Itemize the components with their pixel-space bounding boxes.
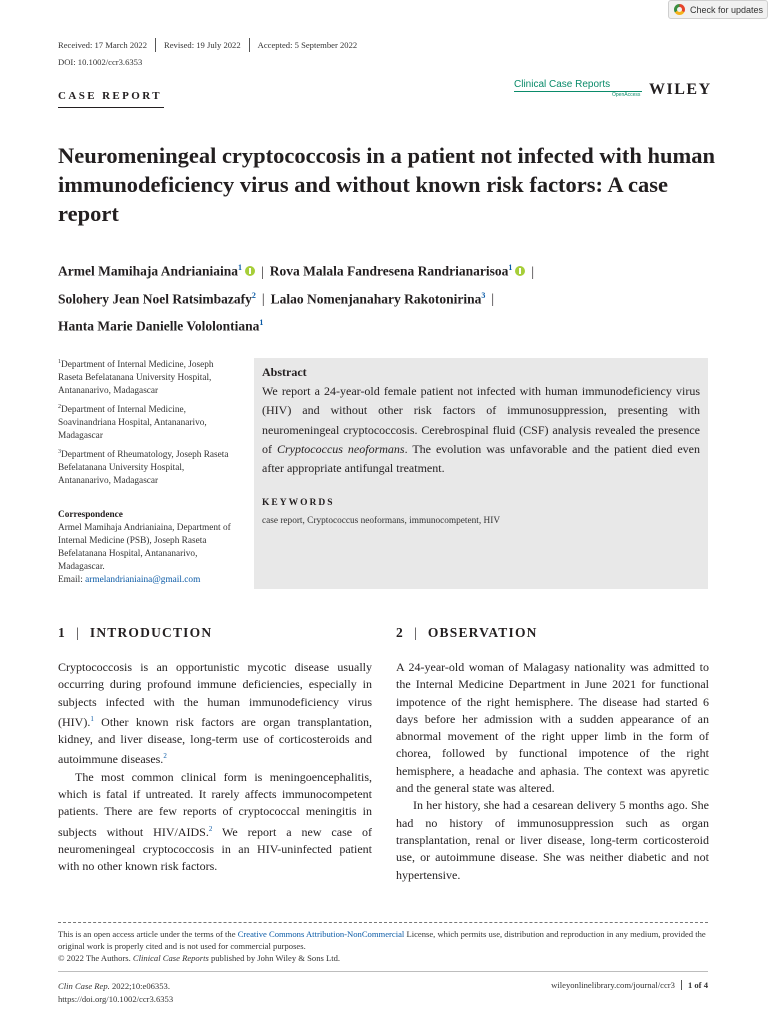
citation-ref[interactable]: 2 bbox=[163, 752, 167, 761]
author-name[interactable]: Lalao Nomenjanahary Rakotonirina bbox=[270, 291, 482, 306]
revised-date: Revised: 19 July 2022 bbox=[155, 38, 249, 52]
footer-divider bbox=[58, 971, 708, 972]
article-type: CASE REPORT bbox=[58, 90, 162, 102]
author-name[interactable]: Rova Malala Fandresena Randrianarisoa bbox=[269, 263, 509, 279]
accepted-date: Accepted: 5 September 2022 bbox=[249, 38, 366, 52]
affiliation-item: $^3$Department of Rheumatology, Joseph Raseta Befelatanana University Hospital, Antananarivo, Madagascar bbox=[58, 448, 229, 486]
author-affiliation-ref[interactable]: 2 bbox=[251, 290, 256, 300]
orcid-icon[interactable] bbox=[515, 266, 525, 276]
keywords-text: case report, Cryptococcus neoformans, immunocompetent, HIV bbox=[262, 516, 501, 526]
email-link[interactable]: armelandrianiaina@gmail.com bbox=[85, 574, 201, 585]
license-footnote: This is an open access article under the terms of the Creative Commons Attribution-NonCommercial License, which permits use, distribution and reproduction in any medium, provided the original work is properly cited and is not used for commercial purposes. © 2022 The Authors. Clinical Case Reports published by John Wiley & Sons Ltd. bbox=[58, 929, 706, 963]
publisher-logo: WILEY bbox=[649, 81, 712, 98]
affiliations bbox=[58, 356, 238, 490]
author-affiliation-ref[interactable]: 1 bbox=[508, 263, 513, 272]
section-heading-observation: 2 | OBSERVATION bbox=[396, 625, 538, 640]
footer-right bbox=[508, 980, 708, 990]
paragraph: A 24-year-old woman of Malagasy nationality was admitted to the Internal Medicine Department in June 2021 for functional impotence of the right hemisphere. The disease had started 6 days before her admission with a sudden appearance of an abnormal movement of the right upper limb in the form of chorea, followed by functional impotence of the right hemisphere, a headache and aphasia. The context was apyretic and the general state was altered. bbox=[396, 660, 709, 796]
license-link[interactable]: Creative Commons Attribution-NonCommercial bbox=[237, 929, 405, 939]
author-name[interactable]: Hanta Marie Danielle Vololontiana bbox=[58, 318, 260, 334]
correspondence-text: Armel Mamihaja Andrianiaina, Department of Internal Medicine (PSB), Joseph Raseta Befelatanana Hospital, Antananarivo, Madagascar. bbox=[58, 522, 231, 572]
paragraph: In her history, she had a cesarean delivery 5 months ago. She had no history of immunosuppression such as organ transplantation, renal or liver disease, long-term corticosteroid use, or autoimmune disease. She was neither diabetic and not hypertensive. bbox=[396, 798, 709, 882]
paragraph: The most common clinical form is meningoencephalitis, which is fatal if untreated. It rarely affects immunocompetent patients. There are few reports of cryptococcal meningitis in subjects without HIV/AIDS.$^2$ We report a new case of neuromeningeal cryptococcosis in an HIV-uninfected patient with no other known risk factors. bbox=[58, 769, 372, 874]
page-number: 1 of 4 bbox=[681, 980, 708, 990]
paragraph: Cryptococcosis is an opportunistic mycotic disease usually occurring during profound immune deficiencies, especially in subjects infected with the human immunodeficiency virus (HIV).$^1$ Other known risk factors are organ transplantation, kidney, and liver disease, long-term use of corticosteroids and autoimmune diseases.$^2$ bbox=[58, 660, 372, 767]
orcid-icon[interactable] bbox=[245, 266, 255, 276]
crossmark-icon bbox=[674, 4, 685, 15]
correspondence-heading: Correspondence bbox=[58, 510, 123, 520]
citation-ref[interactable]: 2 bbox=[208, 824, 213, 833]
section-heading-introduction: 1 | INTRODUCTION bbox=[58, 625, 213, 640]
observation-body bbox=[396, 659, 709, 884]
author-affiliation-ref[interactable]: 1 bbox=[259, 318, 264, 327]
article-type-rule bbox=[58, 107, 164, 108]
author-name[interactable]: Armel Mamihaja Andrianiaina bbox=[58, 263, 239, 279]
open-access-label: OpenAccess bbox=[612, 92, 641, 98]
author-list: Armel Mamihaja Andrianiaina$^1$ | Rova Malala Fandresena Randrianarisoa$^1$ | Solohery Jean Noel Ratsimbazafy$^2$ | Lalao Nomenjanahary Rakotonirina$^3$ | Hanta Marie Danielle Vololontiana$^1$ bbox=[58, 263, 535, 334]
correspondence bbox=[58, 509, 243, 586]
received-date: Received: 17 March 2022 bbox=[58, 40, 148, 50]
introduction-body bbox=[58, 659, 372, 876]
correspondence-email-line: Email: armelandrianiaina@gmail.com bbox=[58, 574, 201, 585]
check-for-updates-button[interactable] bbox=[668, 0, 768, 19]
article-dates bbox=[58, 38, 365, 52]
author-affiliation-ref[interactable]: 3 bbox=[481, 290, 486, 300]
journal-site-link[interactable]: wileyonlinelibrary.com/journal/ccr3 bbox=[551, 980, 675, 990]
abstract-heading: Abstract bbox=[262, 365, 307, 379]
article-title: Neuromeningeal cryptococcosis in a patient not infected with human immunodeficiency virus and without known risk factors: A case report bbox=[58, 143, 716, 226]
doi-line: DOI: 10.1002/ccr3.6353 bbox=[58, 57, 143, 67]
journal-name[interactable]: Clinical Case Reports bbox=[514, 79, 611, 90]
affiliation-item: $^1$Department of Internal Medicine, Joseph Raseta Befelatanana University Hospital, Antananarivo, Madagascar bbox=[58, 359, 214, 396]
author-name[interactable]: Solohery Jean Noel Ratsimbazafy bbox=[58, 291, 252, 306]
check-for-updates-label: Check for updates bbox=[690, 4, 764, 15]
author-affiliation-ref[interactable]: 1 bbox=[238, 263, 243, 272]
footer-doi-link[interactable]: https://doi.org/10.1002/ccr3.6353 bbox=[58, 994, 174, 1004]
footnote-divider bbox=[58, 922, 708, 923]
keywords-heading: KEYWORDS bbox=[262, 498, 335, 508]
footer-citation: Clin Case Rep. 2022;10:e06353. https://doi.org/10.1002/ccr3.6353 bbox=[58, 981, 174, 1004]
citation-ref[interactable]: 1 bbox=[90, 714, 94, 723]
affiliation-item: $^2$Department of Internal Medicine, Soavinandriana Hospital, Antananarivo, Madagascar bbox=[58, 403, 207, 441]
abstract-text: We report a 24-year-old female patient not infected with human immunodeficiency virus (HIV) and without other risk factors of immunosuppression, presenting with neuromeningeal cryptococcosis. Cerebrospinal fluid (CSF) analysis revealed the presence of Cryptococcus neoformans. The evolution was unfavorable and the patient died even after appropriate antifungal treatment. bbox=[262, 384, 700, 476]
